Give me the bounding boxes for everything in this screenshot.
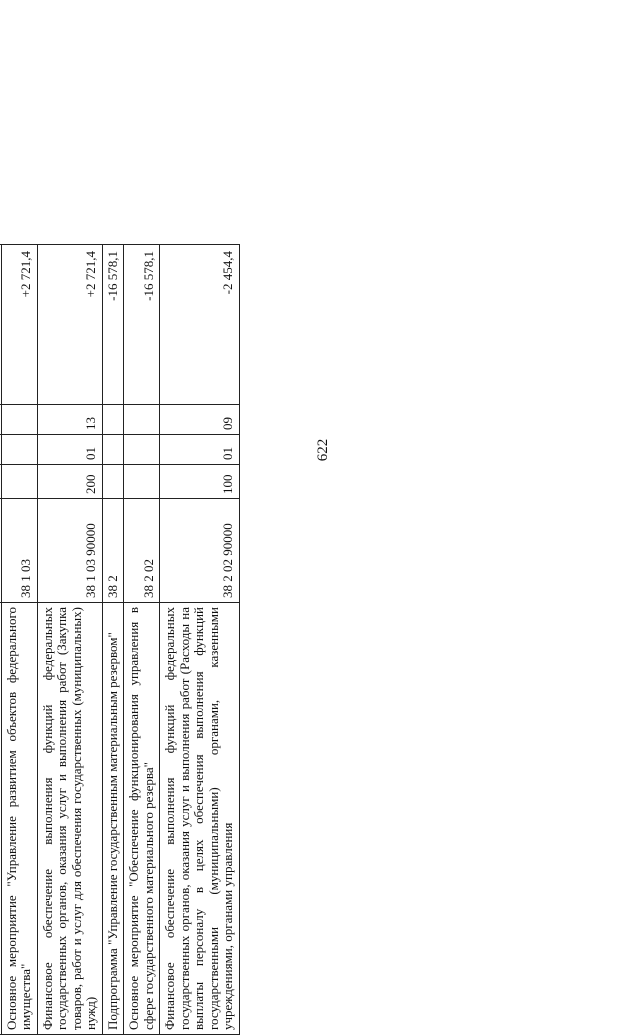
rotated-page-content (0, 245, 315, 1035)
row-vr: 100 (160, 465, 240, 499)
table-row (102, 245, 124, 1035)
table-row (124, 245, 160, 1035)
row-name: Основное мероприятие "Управление развитием объектов федерального имущества" (1, 603, 37, 1035)
row-pr (1, 405, 37, 435)
table-row (1, 245, 37, 1035)
row-name: Подпрограмма "Управление государственным материальным резервом" (102, 603, 124, 1035)
page-number: 622 (315, 438, 331, 462)
row-csr: 38 2 02 (124, 499, 160, 603)
row-pr: 09 (160, 405, 240, 435)
row-vr (1, 465, 37, 499)
row-vr: 200 (37, 465, 102, 499)
row-rz (102, 435, 124, 465)
row-pr (102, 405, 124, 435)
row-rz (124, 435, 160, 465)
table-row (160, 245, 240, 1035)
row-pr (124, 405, 160, 435)
row-sum: -16 578,1 (124, 245, 160, 405)
budget-table (0, 244, 240, 1035)
row-name: Основное мероприятие "Обеспечение функционирования управления в сфере государственного материального резерва" (124, 603, 160, 1035)
row-csr: 38 2 (102, 499, 124, 603)
row-name: Финансовое обеспечение выполнения функций федеральных государственных органов, оказания услуг и выполнения работ (Расходы на выплаты персоналу в целях обеспечения выполнения функций государственными (муниципальными) органами, казенными учреждениями, органами управления (160, 603, 240, 1035)
row-name: Финансовое обеспечение выполнения функций федеральных государственных органов, оказания услуг и выполнения работ (Закупка товаров, работ и услуг для обеспечения государственных (муниципальных) нужд) (37, 603, 102, 1035)
row-csr: 38 1 03 (1, 499, 37, 603)
row-sum: +2 721,4 (1, 245, 37, 405)
row-sum: -16 578,1 (102, 245, 124, 405)
row-rz (1, 435, 37, 465)
row-csr: 38 2 02 90000 (160, 499, 240, 603)
row-rz: 01 (37, 435, 102, 465)
table-row (37, 245, 102, 1035)
row-sum: +2 721,4 (37, 245, 102, 405)
row-sum: -2 454,4 (160, 245, 240, 405)
row-vr (102, 465, 124, 499)
row-pr: 13 (37, 405, 102, 435)
row-rz: 01 (160, 435, 240, 465)
row-csr: 38 1 03 90000 (37, 499, 102, 603)
row-vr (124, 465, 160, 499)
